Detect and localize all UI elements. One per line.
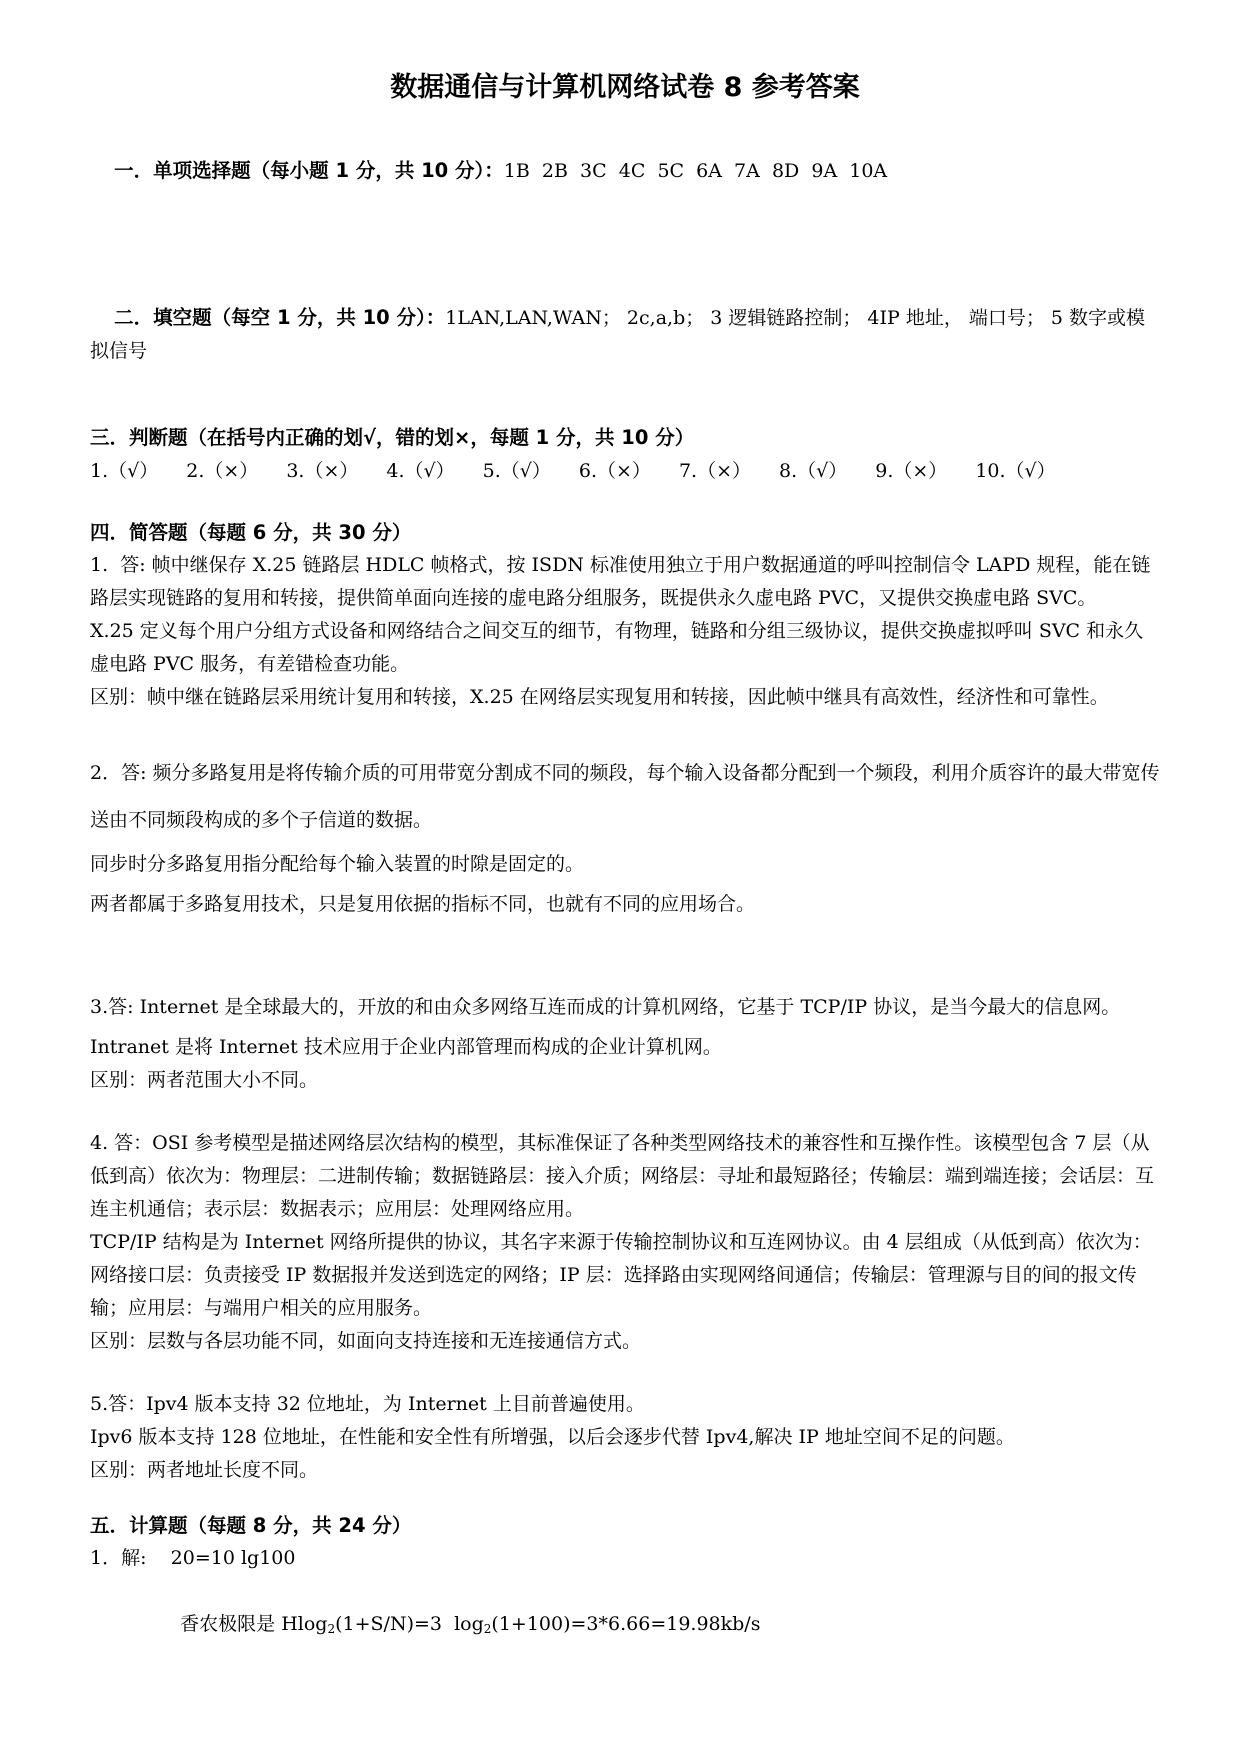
section-2-answers: 1LAN,LAN,WAN； 2c,a,b； 3 逻辑链路控制； 4IP 地址， 端口号； 5 数字或模拟信号 (90, 307, 1146, 363)
section-3-heading: 三．判断题（在括号内正确的划√，错的划×，每题 1 分，共 10 分） (90, 426, 695, 450)
answer-paragraph: 1. 答: 帧中继保存 X.25 链路层 HDLC 帧格式，按 ISDN 标准使用独立于用户数据通道的呼叫控制信令 LAPD 规程，能在链路层实现链路的复用和转接，提供简单面向连接的虚电路分组服务，既提供永久虚电路 PVC，又提供交换虚电路 SVC。 (90, 554, 1151, 610)
tf-answer: 5.（√） (482, 460, 551, 483)
answer-paragraph: 两者都属于多路复用技术，只是复用依据的指标不同，也就有不同的应用场合。 (90, 893, 756, 916)
section-5-heading: 五．计算题（每题 8 分，共 24 分） (90, 1514, 412, 1538)
log-base: 2 (327, 1622, 336, 1637)
answer-paragraph: 区别：层数与各层功能不同，如面向支持连接和无连接通信方式。 (90, 1330, 642, 1353)
document-page (90, 70, 1160, 1679)
tf-answer: 8.（√） (779, 460, 848, 483)
section-1-heading: 一．单项选择题（每小题 1 分，共 10 分）： (114, 159, 504, 183)
tf-answer: 1.（√） (90, 460, 159, 483)
shannon-text-c: (1+100)=3*6.66=19.98kb/s (491, 1613, 761, 1636)
log-base: 2 (483, 1622, 492, 1637)
tf-answer: 9.（×） (875, 460, 948, 483)
answer-paragraph: TCP/IP 结构是为 Internet 网络所提供的协议，其名字来源于传输控制协议和互连网协议。由 4 层组成（从低到高）依次为：网络接口层：负责接受 IP 数据报并发送到选定的网络；IP 层：选择路由实现网络间通信；传输层：管理源与目的间的报文传输；应用层：与端用户相关的应用服务。 (90, 1231, 1152, 1320)
answer-4-3 (90, 984, 1160, 1097)
shannon-text-b: (1+S/N)=3 log (335, 1613, 484, 1636)
shannon-text-a: 香农极限是 Hlog (180, 1613, 328, 1636)
answer-4-5 (90, 1388, 1160, 1487)
answer-paragraph: 4. 答：OSI 参考模型是描述网络层次结构的模型，其标准保证了各种类型网络技术的兼容性和互操作性。该模型包含 7 层（从低到高）依次为：物理层：二进制传输；数据链路层：接入介质；网络层：寻址和最短路径；传输层：端到端连接；会话层：互连主机通信；表示层：数据表示；应用层：处理网络应用。 (90, 1132, 1155, 1221)
tf-answer: 2.（×） (186, 460, 259, 483)
answer-4-4 (90, 1127, 1160, 1358)
section-1 (90, 121, 1160, 221)
tf-answer: 10.（√） (975, 460, 1056, 483)
true-false-answers (90, 454, 1160, 488)
answer-4-2 (90, 750, 1160, 924)
tf-answer: 3.（×） (286, 460, 359, 483)
section-4-heading: 四．简答题（每题 6 分，共 30 分） (90, 521, 412, 545)
answer-paragraph: X.25 定义每个用户分组方式设备和网络结合之间交互的细节，有物理，链路和分组三级协议，提供交换虚拟呼叫 SVC 和永久虚电路 PVC 服务，有差错检查功能。 (90, 620, 1144, 676)
section-2 (90, 268, 1160, 401)
answer-paragraph: Ipv6 版本支持 128 位地址，在性能和安全性有所增强，以后会逐步代替 Ipv4,解决 IP 地址空间不足的问题。 (90, 1426, 1015, 1449)
answer-paragraph: Intranet 是将 Internet 技术应用于企业内部管理而构成的企业计算机网。 (90, 1036, 722, 1059)
answer-paragraph: 区别：帧中继在链路层采用统计复用和转接，X.25 在网络层实现复用和转接，因此帧中继具有高效性，经济性和可靠性。 (90, 686, 1109, 709)
answer-paragraph: 同步时分多路复用指分配给每个输入装置的时隙是固定的。 (90, 853, 585, 876)
page-title: 数据通信与计算机网络试卷 8 参考答案 (390, 72, 860, 103)
answer-paragraph: 区别：两者范围大小不同。 (90, 1069, 319, 1092)
answer-paragraph: 区别：两者地址长度不同。 (90, 1459, 319, 1482)
answer-paragraph: 3.答: Internet 是全球最大的，开放的和由众多网络互连而成的计算机网络，它基于 TCP/IP 协议，是当今最大的信息网。 (90, 996, 1121, 1019)
section-1-answers: 1B 2B 3C 4C 5C 6A 7A 8D 9A 10A (503, 160, 888, 183)
answer-paragraph: 2．答: 频分多路复用是将传输介质的可用带宽分割成不同的频段，每个输入设备都分配到一个频段，利用介质容许的最大带宽传送由不同频段构成的多个子信道的数据。 (90, 762, 1160, 832)
tf-answer: 7.（×） (678, 460, 751, 483)
tf-answer: 4.（√） (386, 460, 455, 483)
answer-paragraph: 5.答：Ipv4 版本支持 32 位地址，为 Internet 上目前普遍使用。 (90, 1393, 645, 1416)
answer-4-1 (90, 549, 1160, 714)
calc-answer-line-1: 1．解: 20=10 lg100 (90, 1547, 296, 1570)
section-2-heading: 二．填空题（每空 1 分，共 10 分）： (114, 306, 446, 330)
calc-answer-line-2 (90, 1575, 1160, 1679)
tf-answer: 6.（×） (578, 460, 651, 483)
